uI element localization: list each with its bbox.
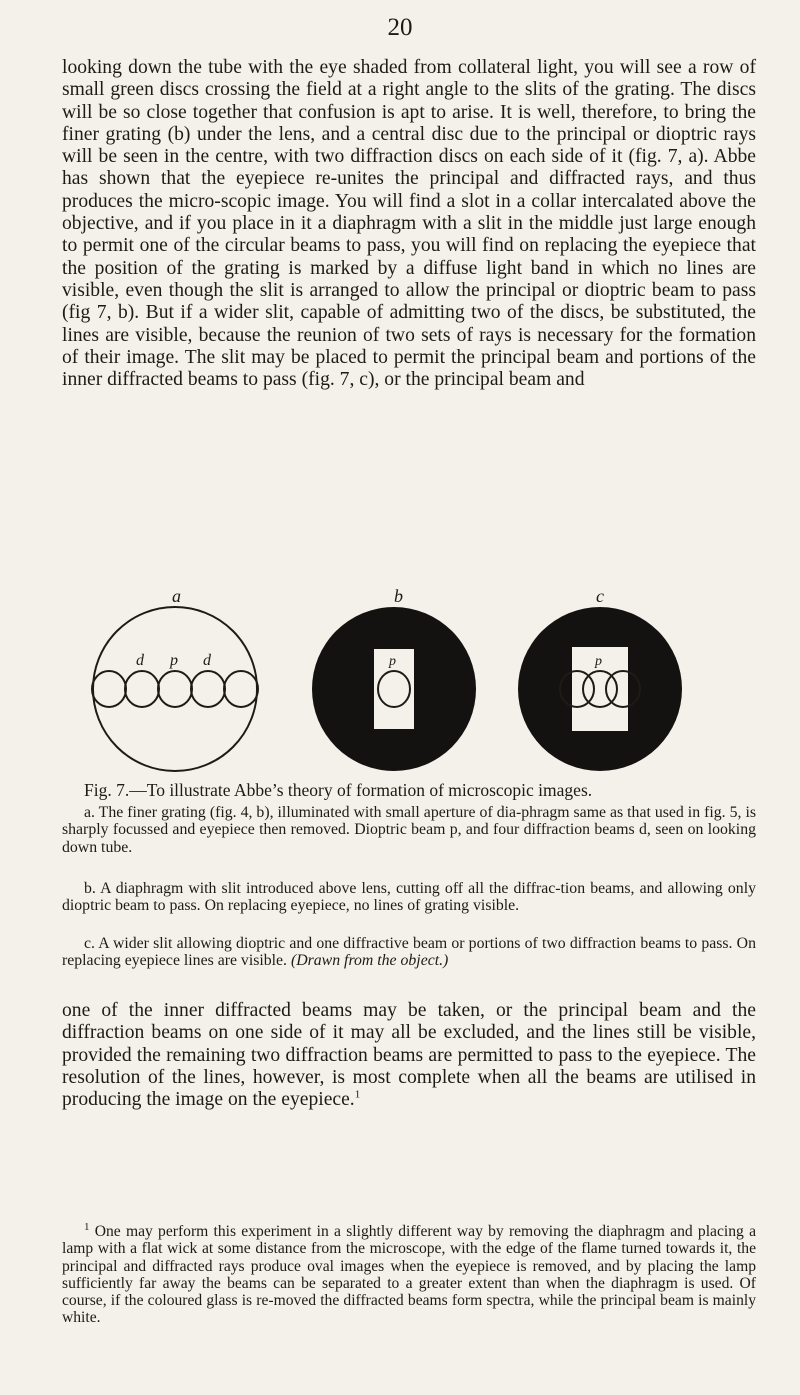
- body-paragraph-2: [62, 1000, 756, 1111]
- footnote-text: One may perform this experiment in a slightly different way by removing the diaphragm and placing a lamp with a flat wick at some distance from the microscope, with the edge of the flame turned towards it, the principal and diffracted rays produce oval images when the eyepiece is removed, and by placing the lamp sufficiently far away the beams can be separated to a greater extent than when the diaphragm is used. Of course, if the coloured glass is re-moved the diffracted beams form spectra, while the principal beam is mainly white.: [62, 1223, 756, 1327]
- label-p-a: p: [170, 652, 178, 669]
- label-d-left: d: [136, 652, 144, 669]
- figure-caption-title: Fig. 7.—To illustrate Abbe’s theory of formation of microscopic images.: [84, 780, 593, 800]
- panel-b: [312, 607, 476, 771]
- body-paragraph-1: looking down the tube with the eye shaded from collateral light, you will see a row of small green discs crossing the field at a right angle to the slits of the grating. The discs will be so close together that confusion is apt to arise. It is well, therefore, to bring the finer grating (b) under the lens, and a central disc due to the principal or dioptric rays will be seen in the centre, with two diffraction discs on each side of it (fig. 7, a). Abbe has shown that the eyepiece re-unites the principal and diffracted rays, and thus produces the micro-scopic image. You will find a slot in a collar intercalated above the objective, and if you place in it a diaphragm with a slit in the middle just large enough to permit one of the circular beams to pass, you will find on replacing the eyepiece that the position of the grating is marked by a diffuse light band in which no lines are visible, even though the slit is arranged to allow the principal or dioptric beam to pass (fig 7, b). But if a wider slit, capable of admitting two of the discs, be substituted, the lines are visible, because the reunion of two sets of rays is necessary for the formation of their image. The slit may be placed to permit the principal beam and portions of the inner diffracted beams to pass (fig. 7, c), or the principal beam and: [62, 57, 756, 391]
- figure-caption-source: (Drawn from the object.): [290, 952, 449, 970]
- panel-c: [518, 607, 682, 771]
- label-p-b: p: [389, 654, 396, 669]
- beam-disc-d-outer-right: [224, 671, 258, 707]
- beam-disc-d-inner-right: [191, 671, 225, 707]
- panel-a: [92, 607, 258, 771]
- beam-disc-d-inner-left: [125, 671, 159, 707]
- panel-label-b: b: [394, 589, 403, 606]
- figure-caption-a: a. The finer grating (fig. 4, b), illuminated with small aperture of dia-phragm same as that used in fig. 5, is sharply focussed and eyepiece then removed. Dioptric beam p, and four diffraction beams d, seen on looking down tube.: [62, 804, 756, 856]
- footnote: [62, 1220, 756, 1327]
- panel-label-c: c: [596, 589, 604, 606]
- figure-caption-c: [62, 935, 756, 970]
- figure-7-diagram: [60, 589, 760, 779]
- beam-disc-d-outer-left: [92, 671, 126, 707]
- footnote-ref: 1: [354, 1088, 361, 1101]
- figure-caption-c-text: c. A wider slit allowing dioptric and one diffractive beam or portions of two diffraction beams to pass. On replacing eyepiece lines are visible.: [62, 935, 756, 970]
- page-number: 20: [387, 14, 413, 41]
- label-p-c: p: [595, 654, 602, 669]
- beam-disc-p: [158, 671, 192, 707]
- body-paragraph-2-text: one of the inner diffracted beams may be taken, or the principal beam and the diffraction beams on one side of it may all be excluded, and the lines still be visible, provided the remaining two diffraction beams are permitted to pass to the eyepiece. The resolution of the lines, however, is most complete when all the beams are utilised in producing the image on the eyepiece.: [62, 1000, 756, 1111]
- label-d-right: d: [203, 652, 211, 669]
- field-circle-a: [93, 607, 257, 771]
- footnote-marker: 1: [84, 1220, 90, 1233]
- figure-caption-b: b. A diaphragm with slit introduced above lens, cutting off all the diffrac-tion beams, and allowing only dioptric beam to pass. On replacing eyepiece, no lines of grating visible.: [62, 880, 756, 915]
- figure-7: [60, 589, 760, 779]
- panel-label-a: a: [172, 589, 181, 606]
